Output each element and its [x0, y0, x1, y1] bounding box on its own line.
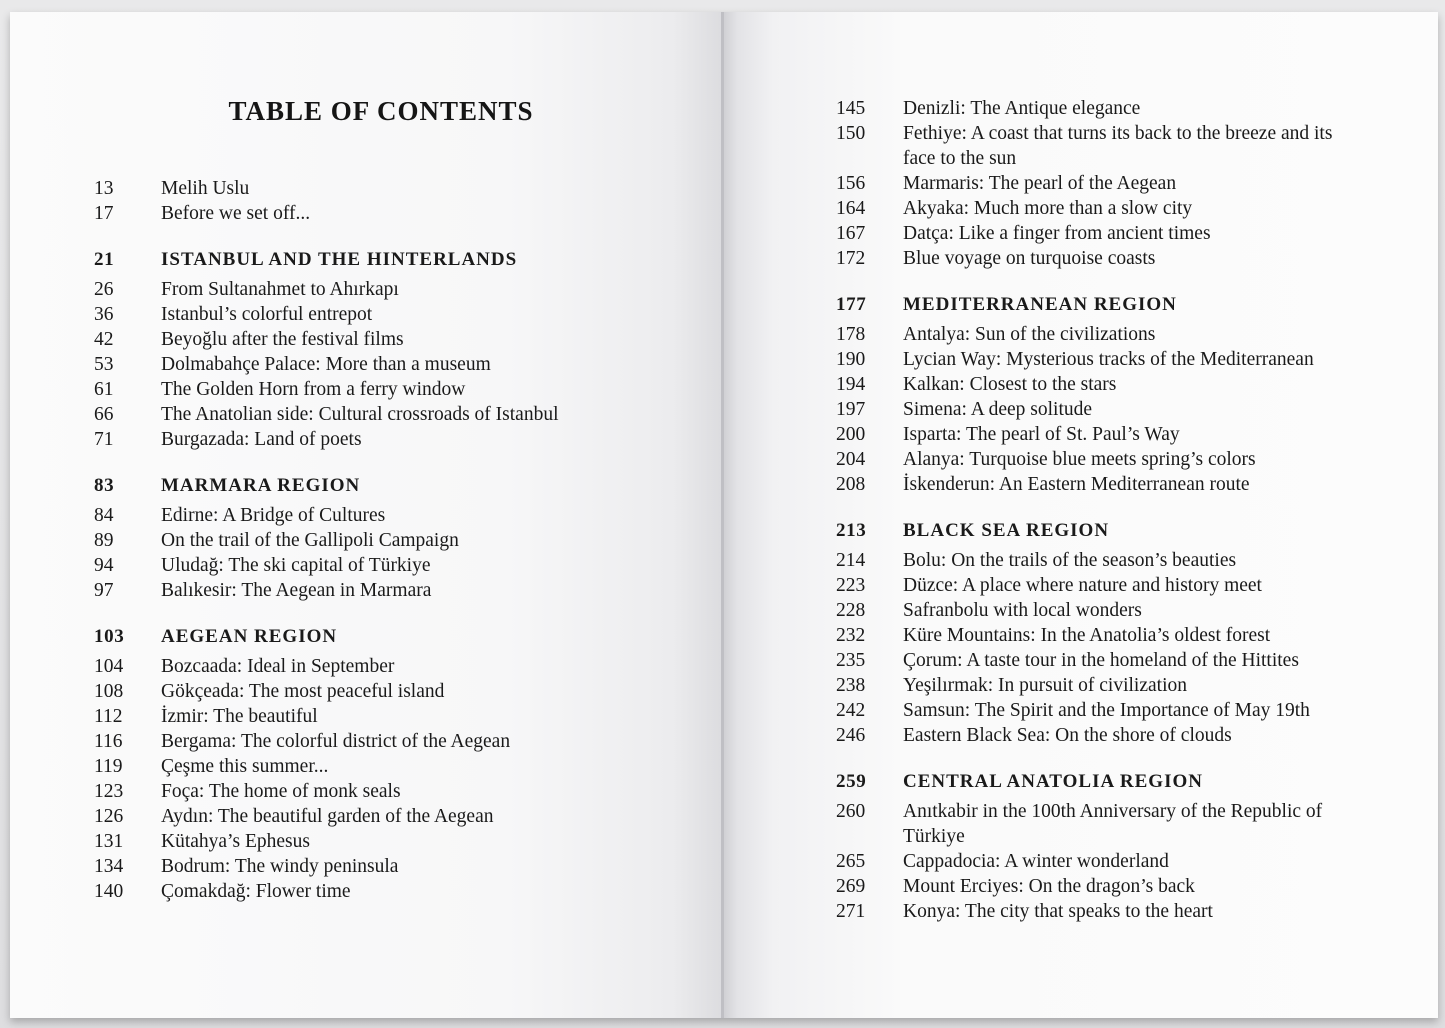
toc-entry[interactable] — [94, 704, 559, 729]
entry-page-number: 260 — [836, 801, 866, 822]
entry-page-number: 232 — [836, 625, 866, 646]
entry-page-number: 150 — [836, 123, 866, 144]
entry-page-number: 119 — [94, 756, 123, 777]
toc-entry[interactable] — [836, 372, 1343, 397]
entry-title: Cappadocia: A winter wonderland — [903, 851, 1169, 872]
entry-title: Kalkan: Closest to the stars — [903, 374, 1117, 395]
entry-title: Beyoğlu after the festival films — [161, 329, 404, 350]
entry-page-number: 200 — [836, 424, 866, 445]
left-sections — [94, 247, 559, 904]
toc-entry[interactable] — [94, 352, 559, 377]
toc-entry[interactable] — [836, 799, 1343, 849]
toc-entry[interactable] — [94, 829, 559, 854]
entry-title: Marmaris: The pearl of the Aegean — [903, 173, 1177, 194]
entry-page-number: 17 — [94, 203, 114, 224]
entry-page-number: 269 — [836, 876, 866, 897]
entry-page-number: 204 — [836, 449, 866, 470]
right-toc-column — [836, 96, 1343, 924]
toc-entry[interactable] — [94, 553, 559, 578]
entry-page-number: 235 — [836, 650, 866, 671]
section-page-number: 213 — [836, 520, 867, 541]
entry-title: Eastern Black Sea: On the shore of clouds — [903, 725, 1232, 746]
entry-page-number: 26 — [94, 279, 114, 300]
entry-page-number: 265 — [836, 851, 866, 872]
entry-page-number: 42 — [94, 329, 114, 350]
entry-title: Balıkesir: The Aegean in Marmara — [161, 580, 432, 601]
entry-page-number: 84 — [94, 505, 114, 526]
entry-title: Foça: The home of monk seals — [161, 781, 401, 802]
entry-page-number: 61 — [94, 379, 114, 400]
entry-page-number: 145 — [836, 98, 866, 119]
entry-title: İzmir: The beautiful — [161, 706, 318, 727]
entry-title: Çorum: A taste tour in the homeland of the Hittites — [903, 650, 1299, 671]
toc-entry[interactable] — [836, 849, 1343, 874]
entry-page-number: 116 — [94, 731, 123, 752]
toc-entry[interactable] — [94, 201, 559, 226]
entry-title: Burgazada: Land of poets — [161, 429, 362, 450]
entry-title: Datça: Like a finger from ancient times — [903, 223, 1211, 244]
toc-entry[interactable] — [94, 779, 559, 804]
entry-title: İskenderun: An Eastern Mediterranean route — [903, 474, 1250, 495]
entry-title: Anıtkabir in the 100th Anniversary of the Republic of Türkiye — [903, 801, 1323, 847]
toc-entry[interactable] — [836, 422, 1343, 447]
entry-page-number: 228 — [836, 600, 866, 621]
toc-entry[interactable] — [94, 503, 559, 528]
toc-entry[interactable] — [836, 698, 1343, 723]
toc-entry[interactable] — [94, 854, 559, 879]
toc-section — [836, 292, 1343, 497]
entry-title: Bergama: The colorful district of the Aegean — [161, 731, 511, 752]
toc-section — [94, 624, 559, 904]
entry-title: The Golden Horn from a ferry window — [161, 379, 466, 400]
entry-page-number: 242 — [836, 700, 866, 721]
toc-entry[interactable] — [94, 679, 559, 704]
entry-title: Before we set off... — [161, 203, 311, 224]
section-title: CENTRAL ANATOLIA REGION — [903, 771, 1203, 792]
toc-entry[interactable] — [94, 302, 559, 327]
entry-page-number: 194 — [836, 374, 866, 395]
toc-section — [836, 769, 1343, 924]
intro-list — [94, 176, 559, 226]
toc-entry[interactable] — [836, 96, 1343, 121]
section-title: AEGEAN REGION — [161, 626, 338, 647]
toc-entry[interactable] — [836, 623, 1343, 648]
entry-title: Küre Mountains: In the Anatolia’s oldest forest — [903, 625, 1271, 646]
entry-title: Bodrum: The windy peninsula — [161, 856, 399, 877]
entry-title: Düzce: A place where nature and history meet — [903, 575, 1262, 596]
entry-page-number: 214 — [836, 550, 866, 571]
book-spread — [10, 12, 1438, 1018]
entry-title: Dolmabahçe Palace: More than a museum — [161, 354, 491, 375]
entry-title: On the trail of the Gallipoli Campaign — [161, 530, 459, 551]
entry-page-number: 89 — [94, 530, 114, 551]
entry-title: Uludağ: The ski capital of Türkiye — [161, 555, 431, 576]
entry-title: Akyaka: Much more than a slow city — [903, 198, 1193, 219]
toc-entry[interactable] — [836, 221, 1343, 246]
toc-entry[interactable] — [836, 397, 1343, 422]
toc-entry[interactable] — [836, 673, 1343, 698]
entry-page-number: 223 — [836, 575, 866, 596]
entry-page-number: 208 — [836, 474, 866, 495]
toc-entry[interactable] — [94, 729, 559, 754]
toc-entry[interactable] — [836, 874, 1343, 899]
entry-page-number: 13 — [94, 178, 114, 199]
entry-title: Yeşilırmak: In pursuit of civilization — [903, 675, 1187, 696]
section-heading[interactable] — [836, 292, 1343, 317]
right-page — [723, 12, 1438, 1018]
entry-title: Melih Uslu — [161, 178, 250, 199]
section-heading[interactable] — [94, 473, 559, 498]
entry-title: Çomakdağ: Flower time — [161, 881, 351, 902]
toc-entry[interactable] — [836, 196, 1343, 221]
left-toc-column — [94, 176, 559, 904]
entry-title: The Anatolian side: Cultural crossroads of Istanbul — [161, 404, 559, 425]
section-title: BLACK SEA REGION — [903, 520, 1110, 541]
toc-entry[interactable] — [836, 573, 1343, 598]
toc-entry[interactable] — [836, 347, 1343, 372]
section-title: MEDITERRANEAN REGION — [903, 294, 1177, 315]
section-page-number: 177 — [836, 294, 867, 315]
entry-page-number: 178 — [836, 324, 866, 345]
entry-title: Denizli: The Antique elegance — [903, 98, 1141, 119]
toc-entry[interactable] — [836, 121, 1343, 171]
entry-page-number: 53 — [94, 354, 114, 375]
entry-page-number: 246 — [836, 725, 866, 746]
entry-page-number: 271 — [836, 901, 866, 922]
entry-title: Antalya: Sun of the civilizations — [903, 324, 1156, 345]
toc-entry[interactable] — [836, 598, 1343, 623]
toc-entry[interactable] — [94, 879, 559, 904]
entry-title: Mount Erciyes: On the dragon’s back — [903, 876, 1195, 897]
toc-entry[interactable] — [836, 899, 1343, 924]
entry-title: Lycian Way: Mysterious tracks of the Mediterranean — [903, 349, 1314, 370]
entry-page-number: 156 — [836, 173, 866, 194]
section-title: ISTANBUL AND THE HINTERLANDS — [161, 249, 518, 270]
section-page-number: 83 — [94, 475, 115, 496]
entry-page-number: 97 — [94, 580, 114, 601]
entry-title: Bozcaada: Ideal in September — [161, 656, 395, 677]
section-title: MARMARA REGION — [161, 475, 361, 496]
entry-page-number: 238 — [836, 675, 866, 696]
toc-entry[interactable] — [94, 427, 559, 452]
toc-entry[interactable] — [836, 322, 1343, 347]
entry-page-number: 167 — [836, 223, 866, 244]
book-gutter — [721, 12, 724, 1018]
entry-title: Gökçeada: The most peaceful island — [161, 681, 445, 702]
toc-entry[interactable] — [836, 723, 1343, 748]
section-heading[interactable] — [94, 247, 559, 272]
toc-entry[interactable] — [94, 654, 559, 679]
left-page — [10, 12, 722, 1018]
section-page-number: 21 — [94, 249, 115, 270]
entry-title: Isparta: The pearl of St. Paul’s Way — [903, 424, 1180, 445]
entry-page-number: 134 — [94, 856, 124, 877]
toc-entry[interactable] — [94, 528, 559, 553]
section-heading[interactable] — [94, 624, 559, 649]
entry-title: Safranbolu with local wonders — [903, 600, 1142, 621]
entry-page-number: 104 — [94, 656, 124, 677]
right-sections — [836, 292, 1343, 924]
entry-title: Blue voyage on turquoise coasts — [903, 248, 1156, 269]
toc-entry[interactable] — [836, 548, 1343, 573]
entry-page-number: 112 — [94, 706, 123, 727]
entry-page-number: 126 — [94, 806, 124, 827]
toc-entry[interactable] — [94, 176, 559, 201]
entry-title: Konya: The city that speaks to the heart — [903, 901, 1213, 922]
toc-section — [94, 473, 559, 603]
entry-page-number: 140 — [94, 881, 124, 902]
entry-page-number: 131 — [94, 831, 124, 852]
entry-title: Alanya: Turquoise blue meets spring’s colors — [903, 449, 1256, 470]
toc-entry[interactable] — [94, 578, 559, 603]
entry-title: Simena: A deep solitude — [903, 399, 1093, 420]
section-heading[interactable] — [836, 518, 1343, 543]
entry-page-number: 108 — [94, 681, 124, 702]
entry-page-number: 172 — [836, 248, 866, 269]
toc-entry[interactable] — [94, 402, 559, 427]
continued-list — [836, 96, 1343, 271]
entry-page-number: 190 — [836, 349, 866, 370]
toc-section — [836, 518, 1343, 748]
toc-entry[interactable] — [836, 246, 1343, 271]
entry-title: Bolu: On the trails of the season’s beauties — [903, 550, 1237, 571]
entry-title: From Sultanahmet to Ahırkapı — [161, 279, 399, 300]
section-heading[interactable] — [836, 769, 1343, 794]
entry-page-number: 71 — [94, 429, 114, 450]
toc-entry[interactable] — [836, 171, 1343, 196]
entry-page-number: 123 — [94, 781, 124, 802]
entry-title: Çeşme this summer... — [161, 756, 329, 777]
entry-page-number: 36 — [94, 304, 114, 325]
toc-entry[interactable] — [836, 472, 1343, 497]
entry-page-number: 197 — [836, 399, 866, 420]
toc-entry[interactable] — [94, 754, 559, 779]
entry-title: Kütahya’s Ephesus — [161, 831, 310, 852]
entry-title: Fethiye: A coast that turns its back to the breeze and its face to the sun — [903, 123, 1333, 169]
entry-title: Edirne: A Bridge of Cultures — [161, 505, 386, 526]
toc-entry[interactable] — [94, 327, 559, 352]
toc-section — [94, 247, 559, 452]
toc-entry[interactable] — [94, 377, 559, 402]
entry-page-number: 164 — [836, 198, 866, 219]
entry-title: Istanbul’s colorful entrepot — [161, 304, 373, 325]
section-page-number: 103 — [94, 626, 125, 647]
toc-entry[interactable] — [836, 648, 1343, 673]
entry-page-number: 66 — [94, 404, 114, 425]
section-page-number: 259 — [836, 771, 867, 792]
entry-page-number: 94 — [94, 555, 114, 576]
entry-title: Aydın: The beautiful garden of the Aegean — [161, 806, 494, 827]
entry-title: Samsun: The Spirit and the Importance of May 19th — [903, 700, 1310, 721]
toc-entry[interactable] — [836, 447, 1343, 472]
toc-entry[interactable] — [94, 804, 559, 829]
page-title: TABLE OF CONTENTS — [228, 96, 534, 126]
toc-entry[interactable] — [94, 277, 559, 302]
